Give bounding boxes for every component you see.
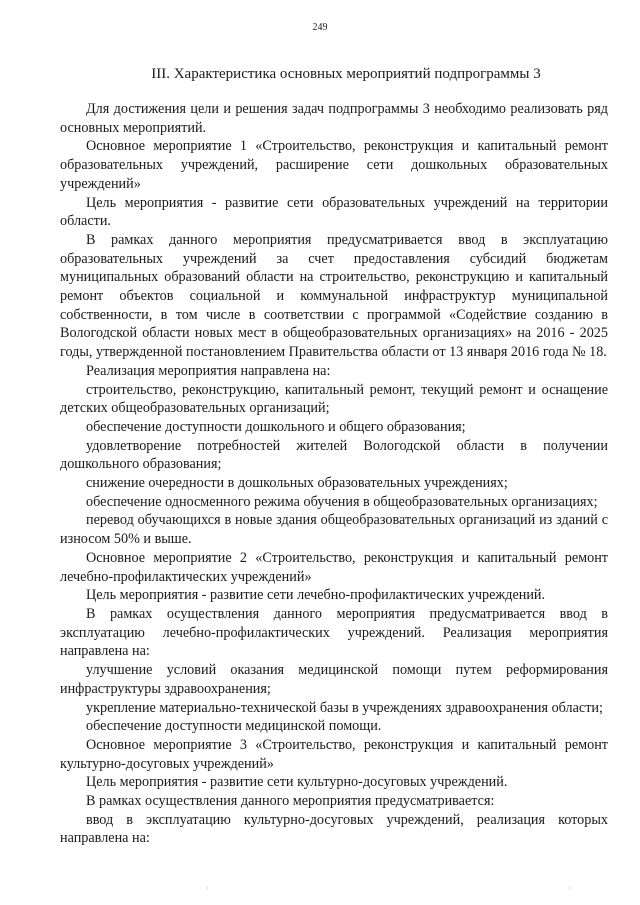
paragraph: Цель мероприятия - развитие сети лечебно-профилактических учреждений. bbox=[86, 587, 546, 604]
paragraph: обеспечение доступности дошкольного и общего образования; bbox=[86, 418, 466, 435]
paragraph: удовлетворение потребностей жителей Вологодской области в получении дошкольного образования; bbox=[60, 437, 608, 473]
paragraph: Основное мероприятие 3 «Строительство, реконструкция и капитальный ремонт культурно-досуговых учреждений» bbox=[60, 736, 608, 772]
paragraph: Основное мероприятие 2 «Строительство, реконструкция и капитальный ремонт лечебно-профилактических учреждений» bbox=[60, 549, 608, 585]
paragraph: В рамках осуществления данного мероприятия предусматривается: bbox=[86, 793, 495, 810]
paragraph: ввод в эксплуатацию культурно-досуговых учреждений, реализация которых направлена на: bbox=[60, 811, 608, 847]
scan-speck: · bbox=[568, 884, 571, 893]
section-heading: III. Характеристика основных мероприятий подпрограммы 3 bbox=[151, 66, 541, 82]
paragraph: строительство, реконструкцию, капитальный ремонт, текущий ремонт и оснащение детских общеобразовательных организаций; bbox=[60, 381, 608, 417]
paragraph: Реализация мероприятия направлена на: bbox=[86, 362, 331, 379]
document-body bbox=[60, 100, 608, 848]
paragraph: Цель мероприятия - развитие сети образовательных учреждений на территории области. bbox=[60, 194, 608, 230]
paragraph: обеспечение доступности медицинской помощи. bbox=[86, 718, 382, 735]
paragraph: Основное мероприятие 1 «Строительство, реконструкция и капитальный ремонт образовательных учреждений, расширение сети дошкольных образовательных учреждений» bbox=[60, 138, 608, 192]
paragraph: Для достижения цели и решения задач подпрограммы 3 необходимо реализовать ряд основных мероприятий. bbox=[60, 101, 608, 136]
paragraph: укрепление материально-технической базы в учреждениях здравоохранения области; bbox=[86, 699, 603, 716]
paragraph: перевод обучающихся в новые здания общеобразовательных организаций из зданий с износом 50% и выше. bbox=[60, 512, 608, 548]
paragraph: В рамках данного мероприятия предусматривается ввод в эксплуатацию образовательных учреждений за счет предоставления субсидий бюджетам муниципальных образований области на строительство, реконструкцию и капитальный ремонт объектов социальной и коммунальной инфраструктур муниципальной собственности, в том числе в соответствии с программой «Содействие созданию в Вологодской области новых мест в общеобразовательных организациях» на 2016 - 2025 годы, утвержденной постановлением Правительства области от 13 января 2016 года № 18. bbox=[60, 231, 608, 361]
paragraph: улучшение условий оказания медицинской помощи путем реформирования инфраструктуры здравоохранения; bbox=[60, 662, 608, 697]
paragraph: В рамках осуществления данного мероприятия предусматривается ввод в эксплуатацию лечебно-профилактических учреждений. Реализация мероприятия направлена на: bbox=[60, 605, 608, 660]
scan-speck: · bbox=[206, 884, 209, 893]
paragraph: Цель мероприятия - развитие сети культурно-досуговых учреждений. bbox=[86, 774, 508, 791]
page-number: 249 bbox=[312, 22, 328, 33]
paragraph: обеспечение односменного режима обучения в общеобразовательных организациях; bbox=[86, 493, 598, 510]
paragraph: снижение очередности в дошкольных образовательных учреждениях; bbox=[86, 475, 508, 492]
